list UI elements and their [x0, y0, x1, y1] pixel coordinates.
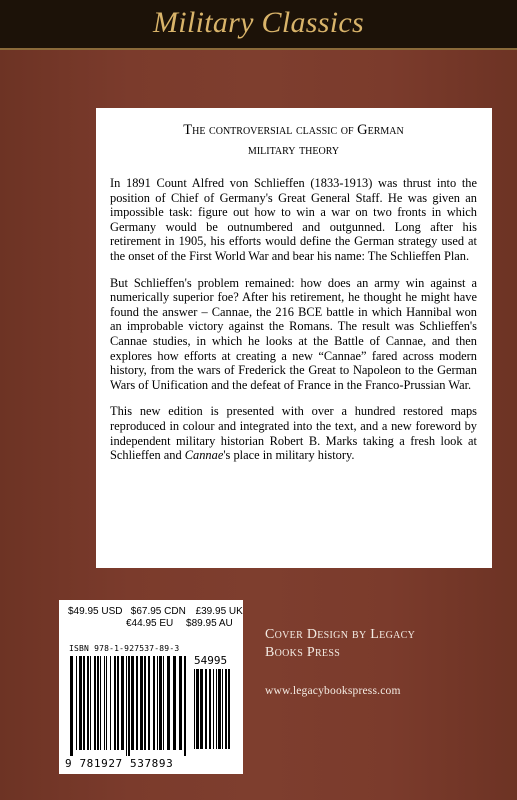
ean-barcode-bars — [69, 656, 189, 756]
price-cdn: $67.95 CDN — [130, 606, 186, 617]
series-header-band — [0, 0, 517, 50]
ean-digits: 9 781927 537893 — [65, 757, 174, 770]
credit-line-2: Books Press — [265, 645, 341, 660]
addon-barcode-bars — [193, 669, 233, 755]
price-usd: $49.95 USD — [68, 606, 123, 617]
price-uk: £39.95 UK — [195, 606, 243, 617]
barcode-panel — [59, 600, 243, 774]
blurb-paragraph-3-end: 's place in military history. — [223, 448, 355, 463]
blurb-heading-line1: The controversial classic of German — [183, 122, 404, 138]
blurb-paragraph-3 — [110, 404, 477, 462]
addon-number: 54995 — [194, 654, 228, 667]
credit-line-1: Cover Design by Legacy — [265, 627, 416, 642]
cover-design-credit — [265, 626, 505, 662]
blurb-heading-line2: military theory — [247, 142, 340, 158]
series-title: Military Classics — [153, 6, 364, 39]
blurb-heading — [110, 120, 477, 160]
blurb-panel — [96, 108, 492, 568]
blurb-paragraph-1: In 1891 Count Alfred von Schlieffen (1833-1913) was thrust into the position of Chief of Germany's Great General Staff. He was given an impossible task: figure out how to win a war on two fronts in which Germany would be outnumbered and outgunned. Long after his retirement in 1905, his efforts would define the German strategy used at the onset of the First World War and bear his name: The Schlieffen Plan. — [110, 176, 477, 263]
price-eu: €44.95 EU — [126, 618, 174, 629]
price-row-2 — [68, 618, 237, 630]
publisher-website[interactable]: www.legacybookspress.com — [265, 685, 401, 697]
price-row-1 — [68, 606, 243, 618]
price-au: $89.95 AU — [186, 618, 233, 629]
blurb-cannae-title: Cannae — [184, 448, 224, 463]
isbn-label: ISBN 978-1-927537-89-3 — [69, 644, 180, 653]
blurb-paragraph-2: But Schlieffen's problem remained: how does an army win against a numerically superior foe? After his retirement, he thought he might have found the answer – Cannae, the 216 BCE battle in which Hannibal won an improbable victory against the Romans. The result was Schlieffen's Cannae studies, in which he looks at the Battle of Cannae, and then explores how efforts at creating a new “Cannae” fared across modern history, from the wars of Frederick the Great to Napoleon to the German Wars of Unification and the defeat of France in the Franco-Prussian War. — [110, 275, 477, 392]
blurb-paragraph-3-start: This new edition is presented with over a hundred restored maps reproduced in colour and integrated into the text, and a new foreword by independent military historian Robert B. Marks taking a fresh look at Schlieffen and — [110, 404, 477, 463]
